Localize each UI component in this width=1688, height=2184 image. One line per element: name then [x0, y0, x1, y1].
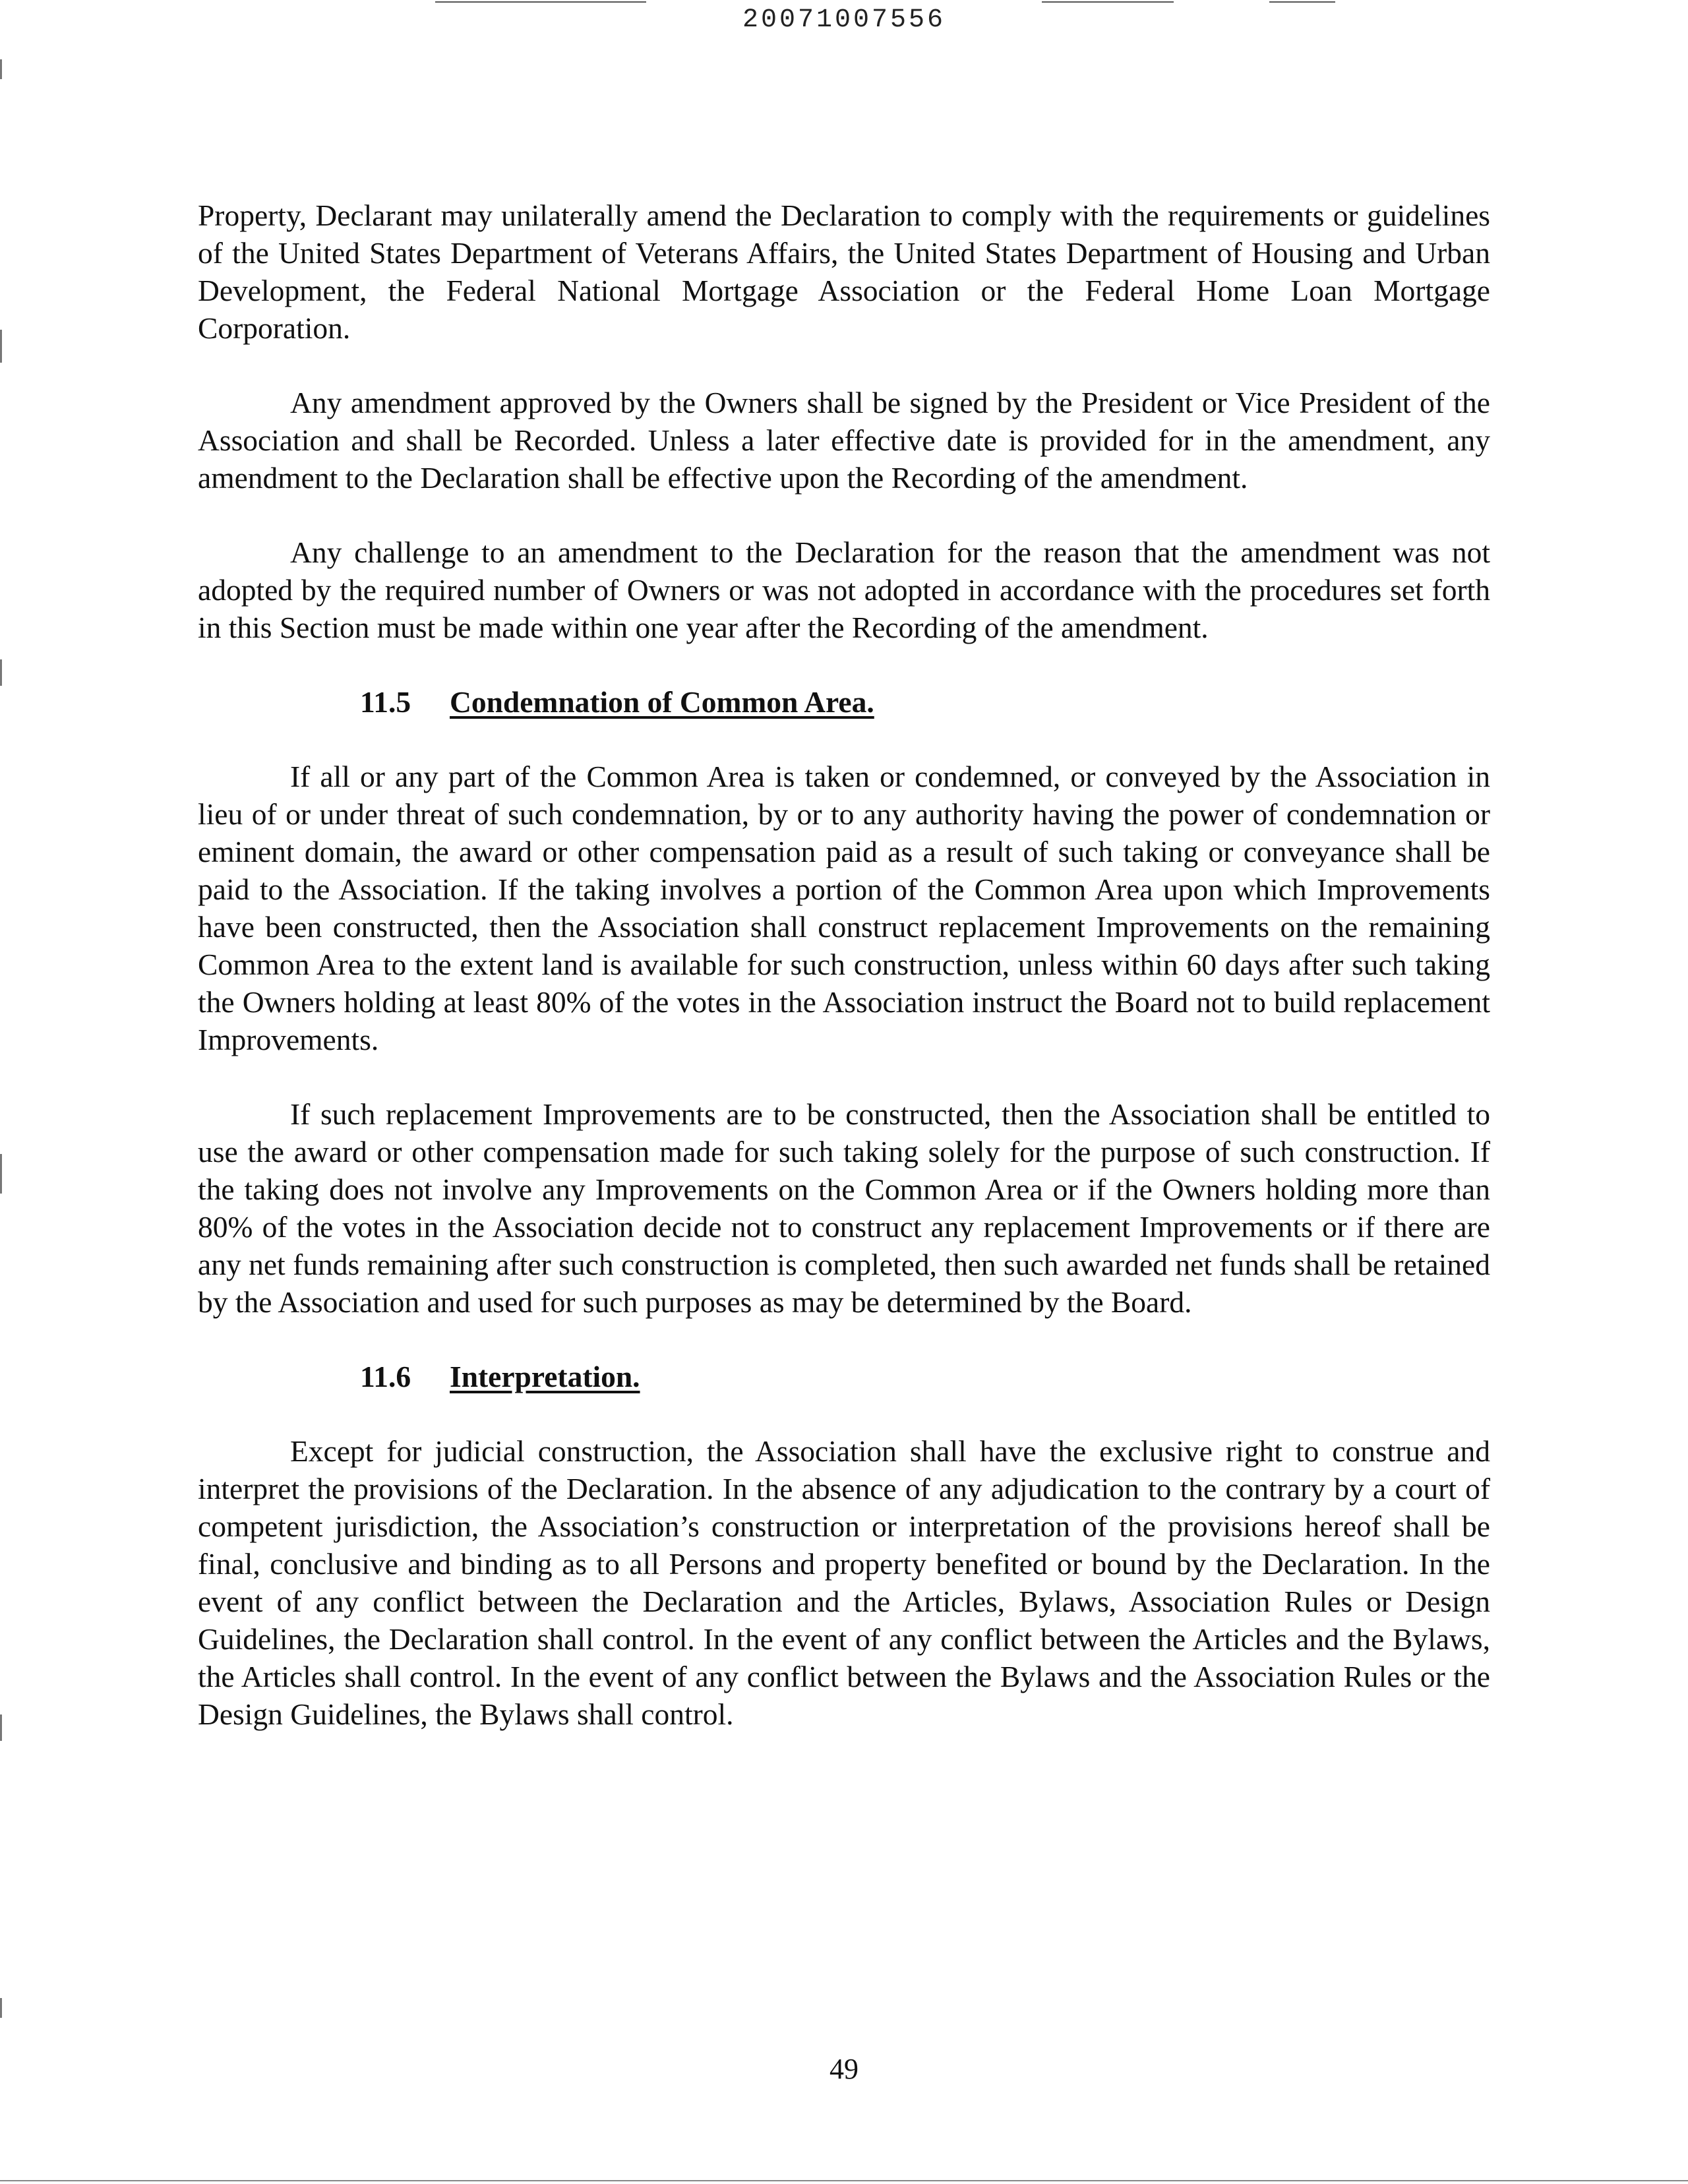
paragraph-amendment-challenge: Any challenge to an amendment to the Declaration for the reason that the amendment was not adopted by the required number of Owners or was not adopted in accordance with the procedures set forth in this Section must be made within one year after the Recording of the amendment.: [198, 535, 1490, 644]
paragraph-condemnation-award: If all or any part of the Common Area is taken or condemned, or conveyed by the Association in lieu of or under threat of such condemnation, by or to any authority having the power of condemnation or eminent domain, the award or other compensation paid as a result of such taking or conveyance shall be paid to the Association. If the taking involves a portion of the Common Area upon which Improvements have been constructed, then the Association shall construct replacement Improvements on the remaining Common Area to the extent land is available for such construction, unless within 60 days after such taking the Owners holding at least 80% of the votes in the Association instruct the Board not to build replacement Improvements.: [198, 760, 1490, 1056]
section-number: 11.5: [360, 685, 411, 719]
document-body: [198, 197, 1490, 1770]
document-number: 20071007556: [742, 5, 946, 35]
paragraph-amendment-signing: Any amendment approved by the Owners shall be signed by the President or Vice President of the Association and shall be Recorded. Unless a later effective date is provided for in the amendment, any amendment to the Declaration shall be effective upon the Recording of the amendment.: [198, 386, 1490, 495]
edge-tick: [0, 59, 2, 79]
edge-tick: [0, 1154, 2, 1194]
section-number: 11.6: [360, 1360, 411, 1393]
edge-tick: [0, 1998, 2, 2018]
paragraph-continuation: Property, Declarant may unilaterally amend the Declaration to comply with the requirements or guidelines of the United States Department of Veterans Affairs, the United States Department of Housing and Urban Development, the Federal National Mortgage Association or the Federal Home Loan Mortgage Corporation.: [198, 198, 1490, 345]
paragraph-interpretation: Except for judicial construction, the Association shall have the exclusive right to construe and interpret the provisions of the Declaration. In the absence of any adjudication to the contrary by a court of competent jurisdiction, the Association’s construction or interpretation of the provisions hereof shall be final, conclusive and binding as to all Persons and property benefited or bound by the Declaration. In the event of any conflict between the Declaration and the Articles, Bylaws, Association Rules or Design Guidelines, the Declaration shall control. In the event of any conflict between the Articles and the Bylaws, the Articles shall control. In the event of any conflict between the Bylaws and the Association Rules or the Design Guidelines, the Bylaws shall control.: [198, 1434, 1490, 1731]
edge-tick: [0, 659, 2, 686]
section-heading-11-5: [198, 683, 1490, 721]
edge-tick: [0, 1714, 2, 1741]
scan-line-top-left: [435, 1, 646, 3]
paragraph-replacement-improvements: If such replacement Improvements are to be constructed, then the Association shall be entitled to use the award or other compensation made for such taking solely for the purpose of such construction. If the taking does not involve any Improvements on the Common Area or if the Owners holding more than 80% of the votes in the Association decide not to construct any replacement Improvements or if there are any net funds remaining after such construction is completed, then such awarded net funds shall be retained by the Association and used for such purposes as may be determined by the Board.: [198, 1097, 1490, 1319]
section-title: Interpretation.: [450, 1360, 640, 1393]
page-number: 49: [829, 2053, 859, 2085]
scan-line-top-far-right: [1269, 1, 1335, 3]
scan-line-bottom: [0, 2180, 1688, 2181]
section-title: Condemnation of Common Area.: [450, 685, 874, 719]
scan-line-top-right: [1042, 1, 1174, 3]
edge-tick: [0, 330, 2, 363]
section-heading-11-6: [198, 1358, 1490, 1395]
